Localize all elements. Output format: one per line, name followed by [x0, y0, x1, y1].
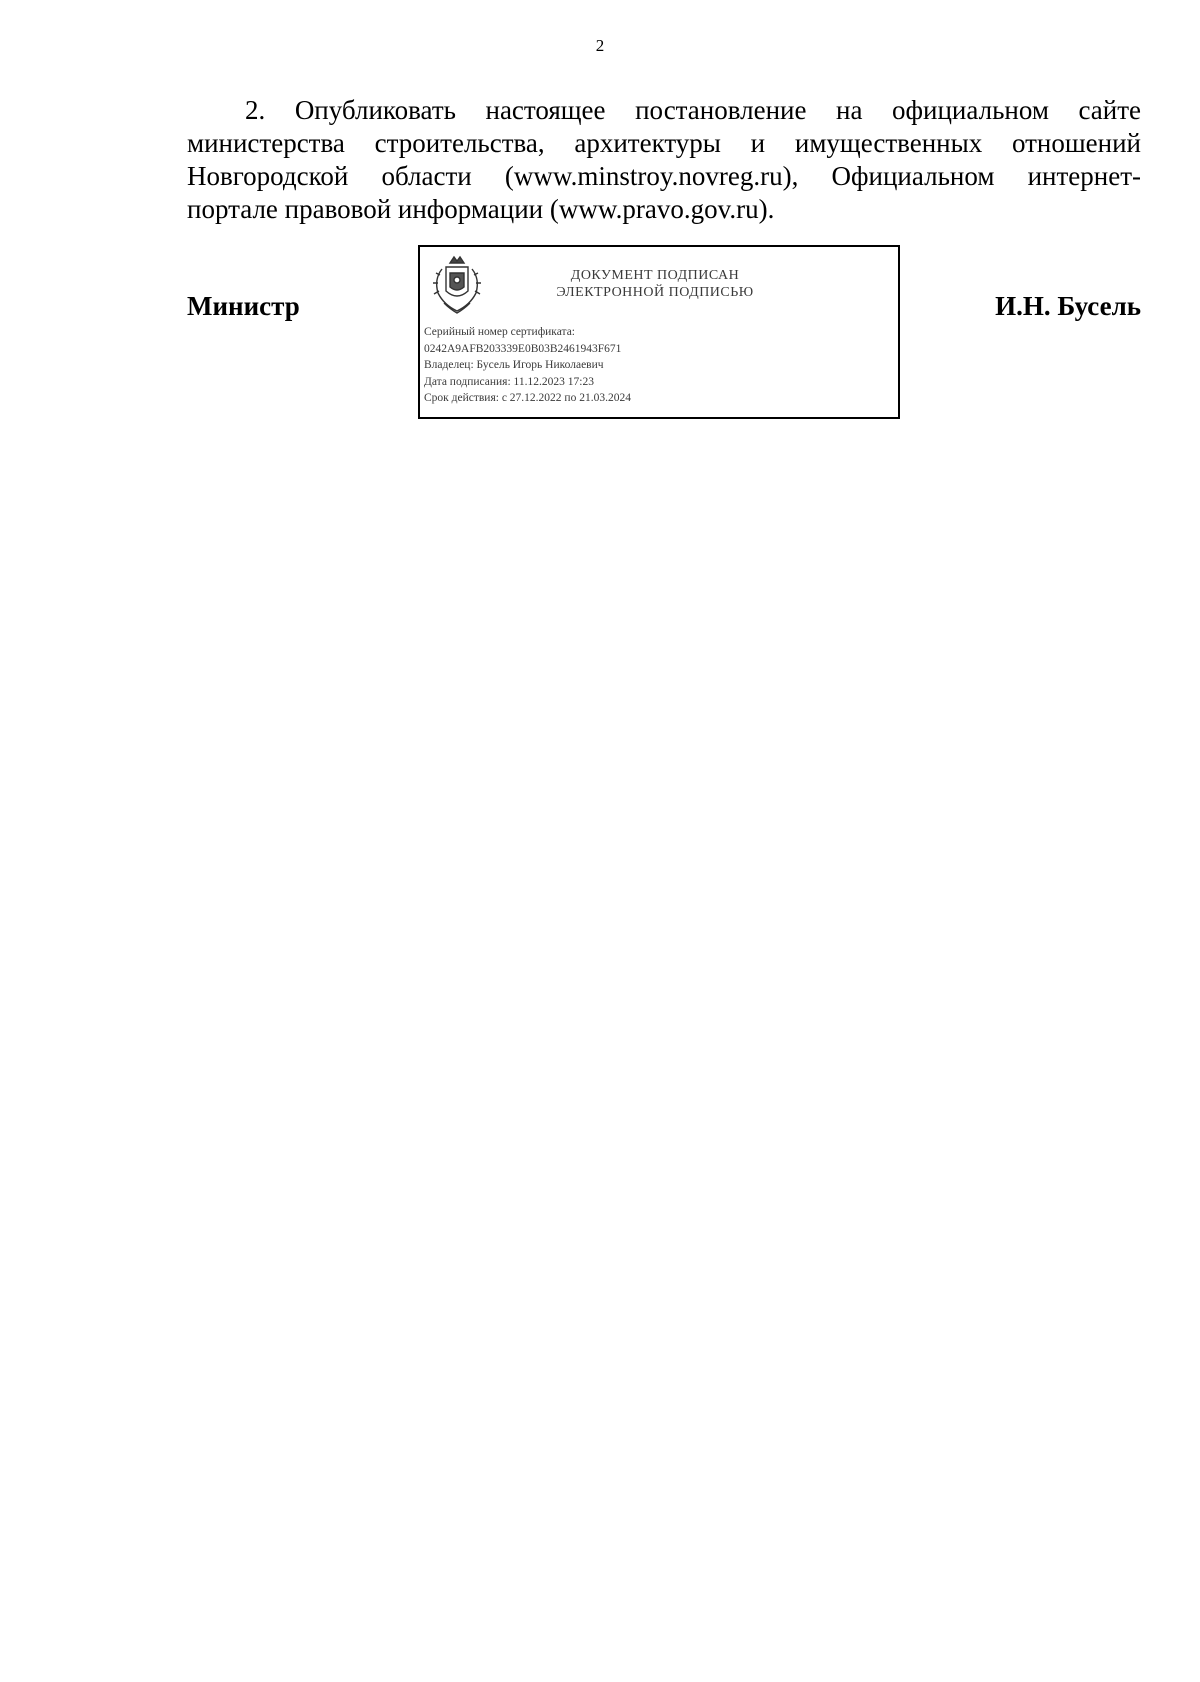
- stamp-heading-line: ДОКУМЕНТ ПОДПИСАН: [570, 268, 740, 283]
- signer-name: И.Н. Бусель: [995, 291, 1141, 321]
- stamp-heading: [500, 267, 810, 301]
- coat-of-arms-icon: [428, 253, 486, 319]
- signer-title: Министр: [187, 291, 300, 321]
- paragraph-line: министерства строительства, архитектуры и имущественных отношений: [187, 128, 1141, 158]
- certificate-serial: 0242A9AFB203339E0B03B2461943F671: [424, 342, 622, 355]
- electronic-signature-stamp: [418, 245, 900, 419]
- certificate-label: Серийный номер сертификата:: [424, 326, 575, 338]
- stamp-details: [424, 324, 631, 407]
- stamp-heading-line: ЭЛЕКТРОННОЙ ПОДПИСЬЮ: [556, 285, 754, 300]
- body-paragraph: [187, 94, 1141, 226]
- signing-date: Дата подписания: 11.12.2023 17:23: [424, 375, 594, 388]
- paragraph-line: Новгородской области (www.minstroy.novreg.ru), Официальном интернет-: [187, 161, 1141, 191]
- page-number: 2: [595, 36, 605, 55]
- certificate-validity: Срок действия: с 27.12.2022 по 21.03.2024: [424, 392, 631, 404]
- paragraph-line: портале правовой информации (www.pravo.gov.ru).: [187, 194, 775, 224]
- paragraph-line: 2. Опубликовать настоящее постановление на официальном сайте: [245, 95, 1141, 125]
- certificate-owner: Владелец: Бусель Игорь Николаевич: [424, 359, 604, 371]
